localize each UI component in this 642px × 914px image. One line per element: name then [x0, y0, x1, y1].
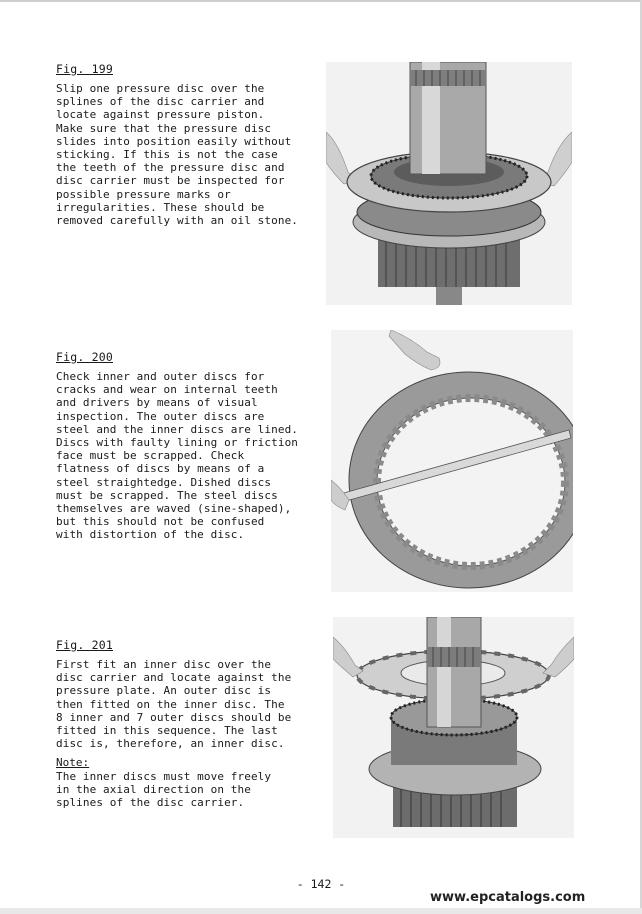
figure-201-photo — [333, 617, 574, 838]
figure-199-section — [56, 62, 306, 227]
figure-200-section — [56, 350, 306, 542]
figure-199-text: Slip one pressure disc over the splines of the disc carrier and locate against pressure piston. Make sure that the pressure disc slides into position easily without sticking. If this is not the case the teeth of the pressure disc and disc carrier must be inspected for possible pressure marks or irregularities. These should be removed carefully with an oil stone. — [56, 82, 299, 228]
figure-201-note-text: The inner discs must move freely in the axial direction on the splines of the disc carrier. — [56, 769, 272, 810]
watermark: www.epcatalogs.com — [430, 890, 586, 905]
figure-201-note-label: Note: — [56, 756, 90, 770]
figure-201-heading: Fig. 201 — [56, 638, 113, 652]
page-number: - 142 - — [296, 877, 346, 891]
page-border-bottom — [0, 908, 642, 914]
figure-201-text: First fit an inner disc over the disc carrier and locate against the pressure plate. An outer disc is then fitted on the inner disc. The 8 inner and 7 outer discs should be fitted in this sequence. The last disc is, therefore, an inner disc. — [56, 658, 292, 751]
figure-199-photo — [326, 62, 572, 305]
figure-200-heading: Fig. 200 — [56, 350, 113, 364]
figure-200-text: Check inner and outer discs for cracks and wear on internal teeth and drivers by means of visual inspection. The outer discs are steel and the inner discs are lined. Discs with faulty lining or friction face must be scrapped. Check flatness of discs by means of a steel straightedge. Dished discs must be scrapped. The steel discs themselves are waved (sine-shaped), but this should not be confused with distortion of the disc. — [56, 370, 299, 542]
figure-199-heading: Fig. 199 — [56, 62, 113, 76]
figure-201-section — [56, 638, 306, 809]
figure-200-photo — [331, 330, 573, 592]
page-border-top — [0, 0, 642, 2]
